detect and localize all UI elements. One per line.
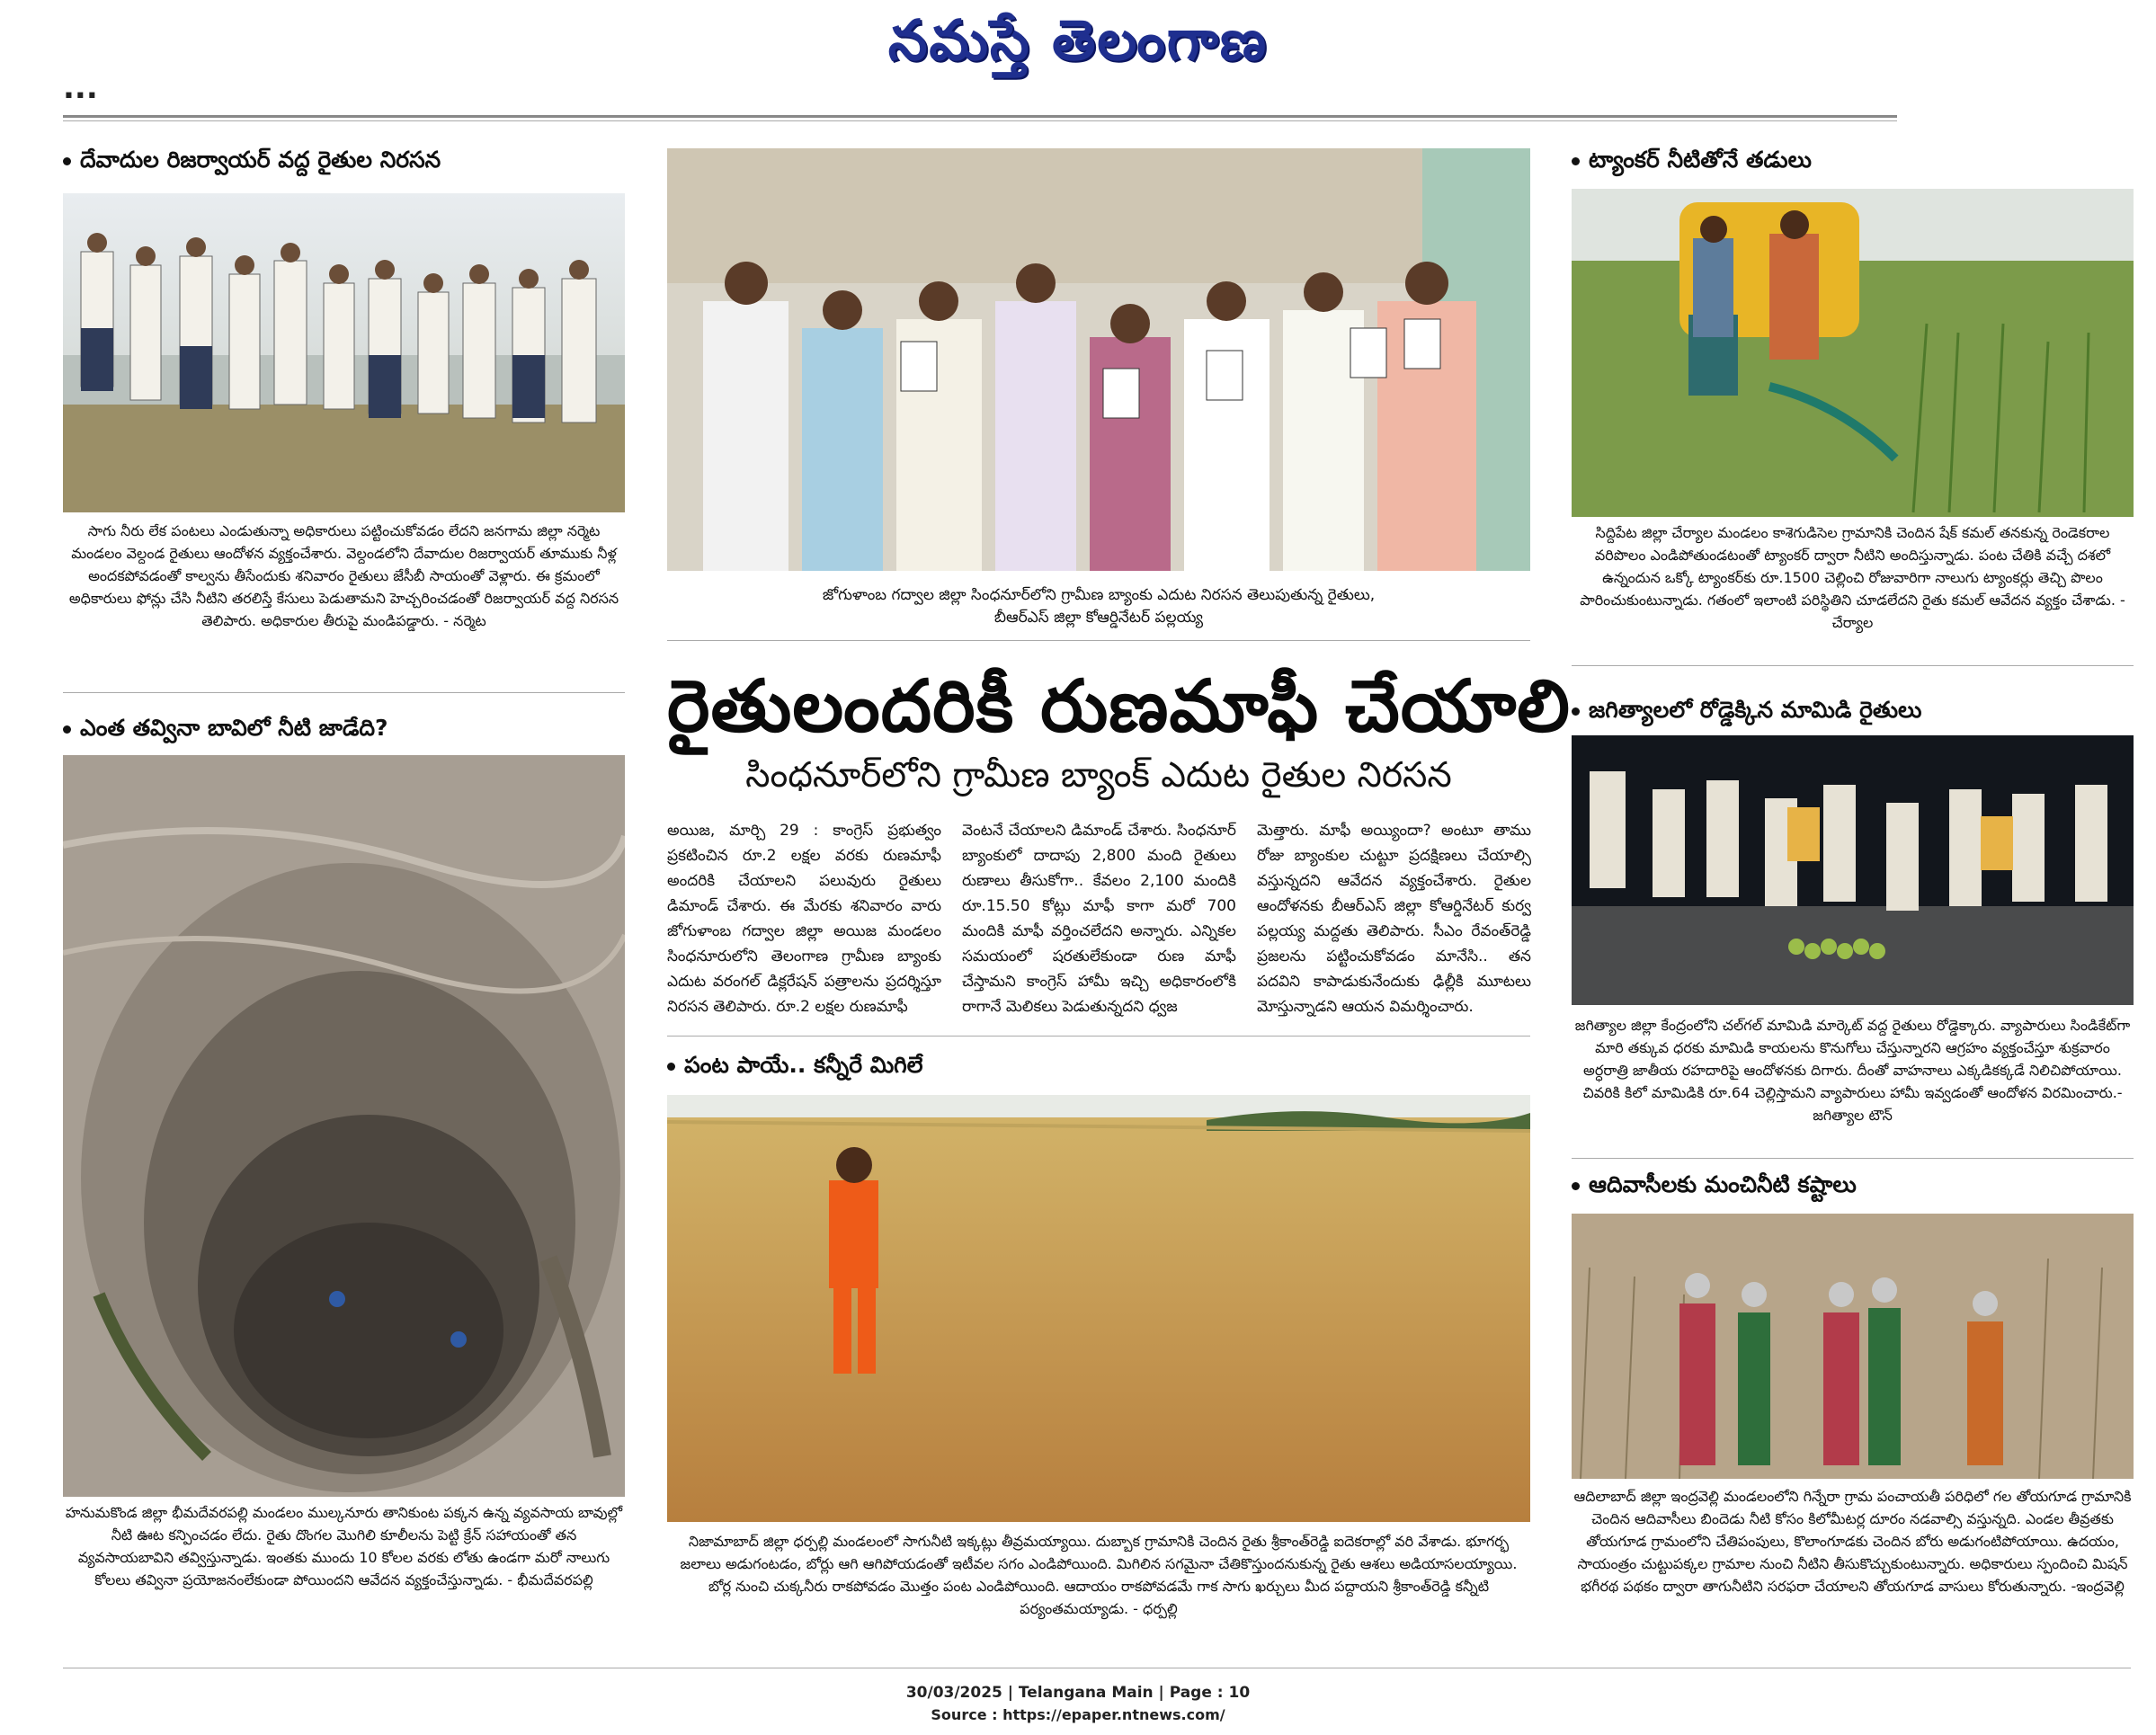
caption-tanker: సిద్దిపేట జిల్లా చేర్యాల మండలం కాశెగుడిసెల గ్రామానికి చెందిన షేక్ కమల్ తనకున్న రెండెకరాల వరిపొలం ఎండిపోతుండటంతో ట్యాంకర్ ద్వారా నీటిని అందిస్తున్నాడు. పంట చేతికి వచ్చే దశలో ఉన్నందున ఒక్కో ట్యాంకర్‌కు రూ.1500 చెల్లించి రోజువారిగా నాలుగు ట్యాంకర్లు తెచ్చి పొలం పారించుకుంటున్నాడు. గతంలో ఇలాంటి పరిస్థితిని చూడలేదని రైతు కమల్ ఆవేదన వ్యక్తం చేశాడు. - చేర్యాల bbox=[1580, 524, 2125, 631]
section-title-crop: పంట పాయే.. కన్నీరే మిగిలే bbox=[667, 1052, 922, 1084]
section-title-mango: జగిత్యాలలో రోడ్డెక్కిన మామిడి రైతులు bbox=[1572, 697, 1921, 729]
caption-mango: జగిత్యాల జిల్లా కేంద్రంలోని చల్‌గల్ మామిడి మార్కెట్ వద్ద రైతులు రోడ్డెక్కారు. వ్యాపారులు సిండికేట్‌గా మారి తక్కువ ధరకు మామిడి కాయలను కొనుగోలు చేస్తున్నారని ఆగ్రహం వ్యక్తంచేస్తూ శుక్రవారం అర్ధరాత్రి జాతీయ రహదారిపై ఆందోళనకు దిగారు. దీంతో వాహనాలు ఎక్కడికక్కడే నిలిచిపోయాయి. చివరికి కిలో మామిడికి రూ.64 చెల్లిస్తామని వ్యాపారులు హామీ ఇవ్వడంతో ఆందోళన విరమించారు.- జగిత్యాల టౌన్ bbox=[1574, 1017, 2131, 1124]
main-headline: రైతులందరికీ రుణమాఫీ చేయాలి bbox=[667, 663, 1571, 748]
caption-gadwal: జోగుళాంబ గద్వాల జిల్లా సింధనూర్‌లోని గ్రామీణ బ్యాంకు ఎదుట నిరసన తెలుపుతున్న రైతులు, బీఆర్ఎస్ జిల్లా కోఆర్డినేటర్ పల్లయ్య bbox=[822, 586, 1376, 627]
section-title-devadula: దేవాదుల రిజర్వాయర్ వద్ద రైతుల నిరసన bbox=[63, 147, 441, 179]
bullet-icon bbox=[1572, 1182, 1580, 1190]
top-divider-thin bbox=[63, 120, 1897, 121]
footer-source-link[interactable]: Source : https://epaper.ntnews.com/ bbox=[931, 1706, 1225, 1723]
divider-right-1 bbox=[1572, 665, 2134, 666]
masthead-logo: నమస్తే తెలంగాణ bbox=[887, 7, 1269, 73]
photo-dried-crop bbox=[667, 1095, 1530, 1522]
main-subheadline: సింధనూర్‌లోని గ్రామీణ బ్యాంక్ ఎదుట రైతుల నిరసన bbox=[745, 755, 1452, 796]
section-title-adivasi: ఆదివాసీలకు మంచినీటి కష్టాలు bbox=[1572, 1171, 1857, 1204]
section-title-tanker: ట్యాంకర్ నీటితోనే తడులు bbox=[1572, 147, 1812, 179]
bullet-icon bbox=[1572, 157, 1580, 165]
divider-right-2 bbox=[1572, 1158, 2134, 1159]
photo-tanker-watering bbox=[1572, 189, 2134, 517]
story-column-3: మెత్తారు. మాఫీ అయ్యిందా? అంటూ తాము రోజు బ్యాంకుల చుట్టూ ప్రదక్షిణలు చేయాల్సి వస్తున్నదని ఆవేదన వ్యక్తంచేశారు. రైతుల ఆందోళనకు బీఆర్ఎస్ జిల్లా కోఆర్డినేటర్ కుర్వ పల్లయ్య మద్దతు తెలిపారు. సీఎం రేవంత్‌రెడ్డి ప్రజలను పట్టించుకోవడం మానేసి.. తన పదవిని కాపాడుకునేందుకు ఢిల్లీకి మూటలు మోస్తున్నాడని ఆయన విమర్శించారు. bbox=[1257, 822, 1531, 1016]
caption-well: హనుమకొండ జిల్లా భీమదేవరపల్లి మండలం ముల్కనూరు తానికుంట పక్కన ఉన్న వ్యవసాయ బావుల్లో నీటి ఊట కన్పించడం లేదు. రైతు దొంగల మొగిలి కూలీలను పెట్టి క్రేన్ సహాయంతో తన వ్యవసాయబావిని తవ్విస్తున్నాడు. ఇంతకు ముందు 10 కోలల వరకు లోతు ఉండగా మరో నాలుగు కోలలు తవ్వినా ప్రయోజనంలేకుండా పోయిందని ఆవేదన వ్యక్తంచేస్తున్నాడు. - భీమదేవరపల్లి bbox=[65, 1504, 623, 1588]
photo-mango-farmers-road bbox=[1572, 735, 2134, 1005]
section-title-well: ఎంత తవ్వినా బావిలో నీటి జాడేది? bbox=[63, 715, 388, 747]
top-divider bbox=[63, 115, 1897, 118]
photo-dry-well bbox=[63, 755, 625, 1497]
bullet-icon bbox=[1572, 707, 1580, 716]
bullet-icon bbox=[667, 1063, 675, 1071]
story-column-1: అయిజ, మార్చి 29 : కాంగ్రెస్ ప్రభుత్వం ప్రకటించిన రూ.2 లక్షల వరకు రుణమాఫీ అందరికి చేయాలని పలువురు రైతులు డిమాండ్ చేశారు. ఈ మేరకు శనివారం వారు జోగుళాంబ గద్వాల జిల్లా అయిజ మండలం సింధనూరులోని తెలంగాణ గ్రామీణ బ్యాంకు ఎదుట వరంగల్ డిక్లరేషన్ పత్రాలను ప్రదర్శిస్తూ నిరసన తెలిపారు. రూ.2 లక్షల రుణమాఫీ bbox=[667, 822, 941, 1016]
divider-left-1 bbox=[63, 692, 625, 693]
divider-center-1 bbox=[667, 640, 1530, 641]
footer-page-info: 30/03/2025 | Telangana Main | Page : 10 bbox=[905, 1684, 1251, 1702]
photo-gadwal-bank-protest bbox=[667, 148, 1530, 571]
bullet-icon bbox=[63, 157, 71, 165]
bullet-icon bbox=[63, 725, 71, 734]
story-column-2: వెంటనే చేయాలని డిమాండ్ చేశారు. సింధనూర్ బ్యాంకులో దాదాపు 2,800 మంది రైతులు రుణాలు తీసుకోగా.. కేవలం 2,100 మందికి రూ.15.50 కోట్లు మాఫీ కాగా మరో 700 మందికి మాఫీ వర్తించలేదని అన్నారు. ఎన్నికల సమయంలో షరతులేకుండా రుణ మాఫీ చేస్తామని కాంగ్రెస్ హామీ ఇచ్చి అధికారంలోకి రాగానే మెలికలు పెడుతున్నదని ధ్వజ bbox=[962, 822, 1236, 1016]
cut-previous-line: ... bbox=[63, 70, 98, 106]
caption-devadula: సాగు నీరు లేక పంటలు ఎండుతున్నా అధికారులు పట్టించుకోవడం లేదని జనగామ జిల్లా నర్మెట మండలం వెల్దండ రైతులు ఆందోళన వ్యక్తంచేశారు. వెల్దండలోని దేవాదుల రిజర్వాయర్ తూముకు నీళ్ల అందకపోవడంతో కాల్వను తీసేందుకు శనివారం రైతులు జేసీబీ సాయంతో వెళ్లారు. ఈ క్రమంలో అధికారులు ఫోన్లు చేసి నీటిని తరలిస్తే కేసులు పెడుతామని హెచ్చరించడంతో రిజర్వాయర్ వద్ద నిరసన తెలిపారు. అధికారుల తీరుపై మండిపడ్డారు. - నర్మెట bbox=[68, 522, 619, 629]
photo-adivasi-water bbox=[1572, 1214, 2134, 1479]
caption-crop: నిజామాబాద్ జిల్లా ధర్పల్లి మండలంలో సాగునీటి ఇక్కట్లు తీవ్రమయ్యాయి. దుబ్బాక గ్రామానికి చెందిన రైతు శ్రీకాంత్‌రెడ్డి ఐదెకరాల్లో వరి వేశాడు. భూగర్భ జలాలు అడుగంటడం, బోర్లు ఆగి ఆగిపోయడంతో ఇటీవల సగం ఎండిపోయింది. మిగిలిన సగమైనా చేతికొస్తుందనుకున్న రైతు ఆశలు అడియాసలయ్యాయి. బోర్ల నుంచి చుక్కనీరు రాకపోవడం మొత్తం పంట ఎండిపోయింది. ఆదాయం రాకపోవడమే గాక సాగు ఖర్చులు మీద పద్దాయని శ్రీకాంత్‌రెడ్డి కన్నీటి పర్యంతమయ్యాడు. - ధర్పల్లి bbox=[680, 1533, 1518, 1617]
divider-center-2 bbox=[667, 1036, 1530, 1037]
caption-adivasi: ఆదిలాబాద్ జిల్లా ఇంద్రవెల్లి మండలంలోని గిన్నేరా గ్రామ పంచాయతీ పరిధిలో గల తోయగూడ గ్రామానికి చెందిన ఆదివాసీలు బిందెడు నీటి కోసం కిలోమీటర్ల దూరం నడవాల్సి వస్తున్నది. ఎండల తీవ్రతకు తోయగూడ గ్రామంలోని చేతిపంపులు, కొలాంగూడకు చెందిన బోరు అడుగంటిపోయాయి. ఉదయం, సాయంత్రం చుట్టుపక్కల గ్రామాల నుంచి నీటిని తీసుకొచ్చుకుంటున్నారు. అధికారులు స్పందించి మిషన్ భగీరథ పథకం ద్వారా తాగునీటిని సరఫరా చేయాలని తోయగూడ వాసులు కోరుతున్నారు. -ఇంద్రవెల్లి bbox=[1573, 1488, 2132, 1595]
photo-devadula-protest bbox=[63, 193, 625, 512]
